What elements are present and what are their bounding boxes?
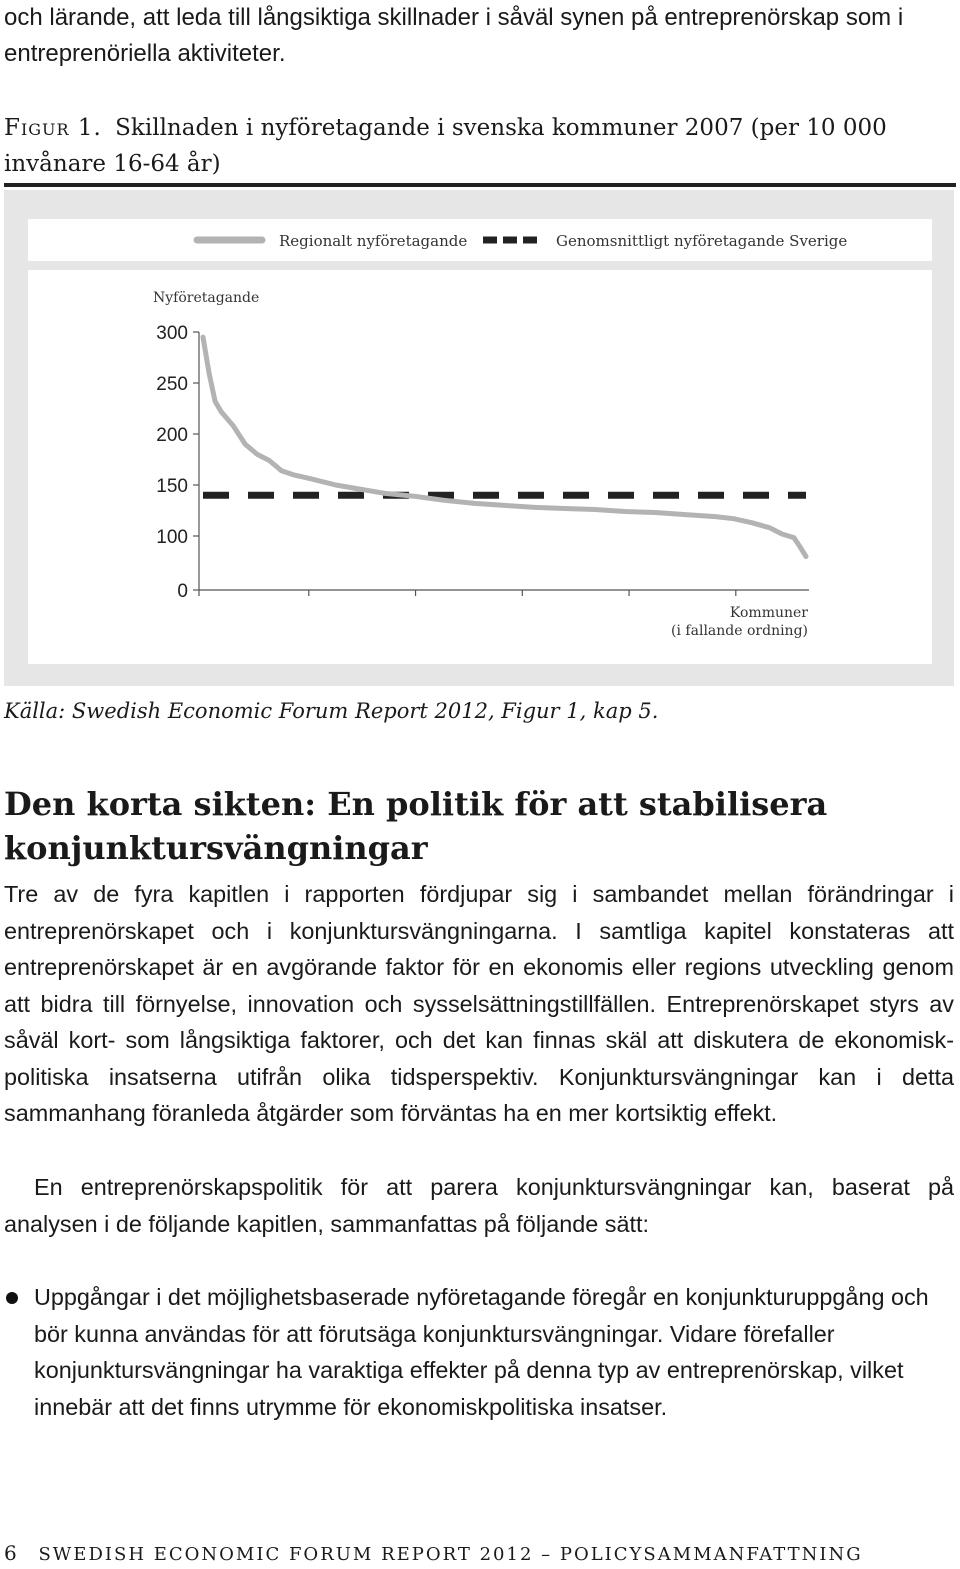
bullet-item <box>4 1279 954 1425</box>
body-paragraph-1: Tre av de fyra kapitlen i rapporten fördjupar sig i sambandet mellan förändringar i entreprenörskapet och i konjunktursvängningarna. I samtliga kapitel konstateras att entreprenörskapet är en avgörande faktor för en ekonomis eller regions utveckling genom att bidra till förnyelse, innovation och sysselsättningstillfällen. Entreprenörskapet styrs av såväl kort- som långsiktiga faktorer, och det kan finnas skäl att diskutera de ekonomisk-politiska insatserna utifrån olika tidsperspektiv. Konjunktursvängningar kan i detta sammanhang föranleda åtgärder som förväntas ha en mer kortsiktig effekt. <box>4 881 954 1126</box>
y-axis-ticks <box>156 323 199 602</box>
intro-paragraph: och lärande, att leda till långsiktiga skillnader i såväl synen på entreprenörskap som i entreprenöriella aktiviteter. <box>4 4 904 67</box>
line-chart <box>0 0 960 700</box>
legend-label-regional: Regionalt nyföretagande <box>279 232 468 250</box>
bullet-dot-icon <box>6 1292 18 1304</box>
y-tick-label: 300 <box>156 323 188 344</box>
figure-source: Källa: Swedish Economic Forum Report 2012, Figur 1, kap 5. <box>4 699 659 723</box>
chart-legend <box>197 232 847 250</box>
figure-label: Figur 1. <box>4 115 102 141</box>
y-tick-label: 200 <box>156 425 188 446</box>
bullet-text: Uppgångar i det möjlighetsbaserade nyföretagande föregår en konjunkturuppgång och bör kunna användas för att förutsäga konjunktursvängningar. Vidare förefaller konjunktursvängningar ha varaktiga effekter på denna typ av entreprenörskap, vilket innebär att det finns utrymme för ekonomiskpolitiska insatser. <box>34 1284 929 1420</box>
figure-title-text: Skillnaden i nyföretagande i svenska kommuner 2007 (per 10 000 invånare 16-64 år) <box>4 115 887 177</box>
y-tick-label: 100 <box>156 527 188 548</box>
section-heading: Den korta sikten: En politik för att stabilisera konjunktursvängningar <box>4 785 828 867</box>
body-paragraph-2: En entreprenörskapspolitik för att parera konjunktursvängningar kan, baserat på analysen i de följande kapitlen, sammanfattas på följande sätt: <box>4 1174 954 1237</box>
page-footer <box>4 1539 954 1569</box>
legend-label-average: Genomsnittligt nyföretagande Sverige <box>556 232 848 250</box>
y-tick-label: 250 <box>156 374 188 395</box>
bullet-list <box>4 1279 954 1425</box>
series-line-regional <box>203 337 806 556</box>
x-axis-label-line1: Kommuner <box>729 605 808 621</box>
page-number: 6 <box>4 1541 17 1565</box>
y-axis-label: Nyföretagande <box>153 290 260 306</box>
running-title: SWEDISH ECONOMIC FORUM REPORT 2012 – POLICYSAMMANFATTNING <box>38 1544 863 1565</box>
y-tick-label: 0 <box>177 581 188 602</box>
x-axis-ticks <box>199 590 736 596</box>
y-tick-label: 150 <box>156 476 188 497</box>
x-axis-label-line2: (i fallande ordning) <box>671 623 808 639</box>
